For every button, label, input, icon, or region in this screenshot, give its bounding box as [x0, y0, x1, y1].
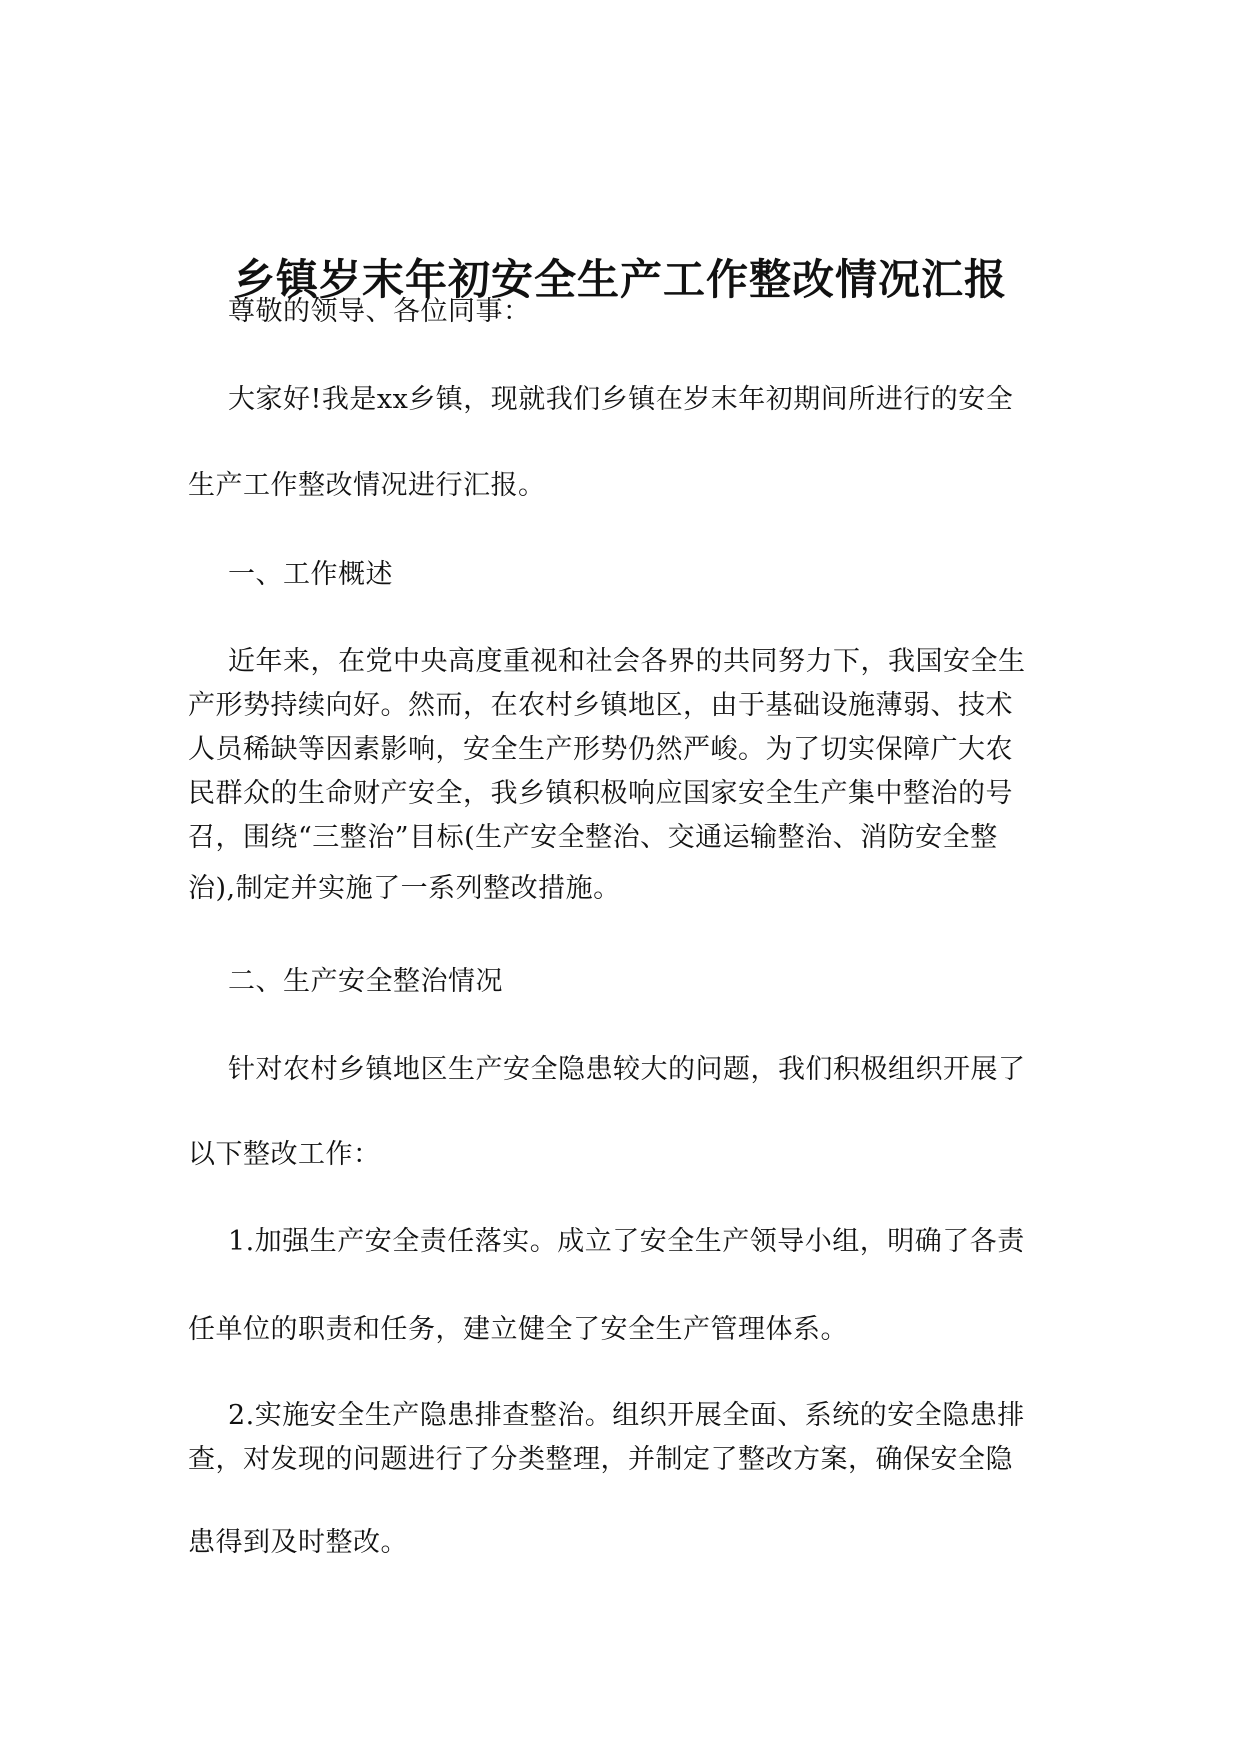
item-2-line-2: 查，对发现的问题进行了分类整理，并制定了整改方案，确保安全隐 [188, 1444, 1013, 1475]
document-title: 乡镇岁末年初安全生产工作整改情况汇报 [232, 255, 1007, 304]
section-1-line-5: 召，围绕“三整治”目标(生产安全整治、交通运输整治、消防安全整 [188, 822, 998, 853]
section-1-line-1: 近年来，在党中央高度重视和社会各界的共同努力下，我国安全生 [228, 646, 1026, 677]
section-1-line-3: 人员稀缺等因素影响，安全生产形势仍然严峻。为了切实保障广大农 [188, 734, 1013, 765]
section-1-line-4: 民群众的生命财产安全，我乡镇积极响应国家安全生产集中整治的号 [188, 778, 1013, 809]
section-2-heading: 二、生产安全整治情况 [228, 966, 503, 997]
item-2-line-3: 患得到及时整改。 [188, 1527, 408, 1558]
item-1-line-2: 任单位的职责和任务，建立健全了安全生产管理体系。 [188, 1314, 848, 1345]
item-1-line-1: 1.加强生产安全责任落实。成立了安全生产领导小组，明确了各责 [228, 1226, 1025, 1257]
section-1-heading: 一、工作概述 [228, 559, 393, 590]
section-2-line-1: 针对农村乡镇地区生产安全隐患较大的问题，我们积极组织开展了 [228, 1054, 1026, 1085]
section-2-line-2: 以下整改工作： [188, 1139, 381, 1170]
salutation: 尊敬的领导、各位同事： [228, 296, 531, 327]
intro-line-1: 大家好!我是xx乡镇，现就我们乡镇在岁末年初期间所进行的安全 [228, 384, 1014, 415]
section-1-line-2: 产形势持续向好。然而，在农村乡镇地区，由于基础设施薄弱、技术 [188, 690, 1013, 721]
intro-line-2: 生产工作整改情况进行汇报。 [188, 470, 546, 501]
section-1-line-6: 治),制定并实施了一系列整改措施。 [188, 873, 621, 904]
item-2-line-1: 2.实施安全生产隐患排查整治。组织开展全面、系统的安全隐患排 [228, 1400, 1025, 1431]
